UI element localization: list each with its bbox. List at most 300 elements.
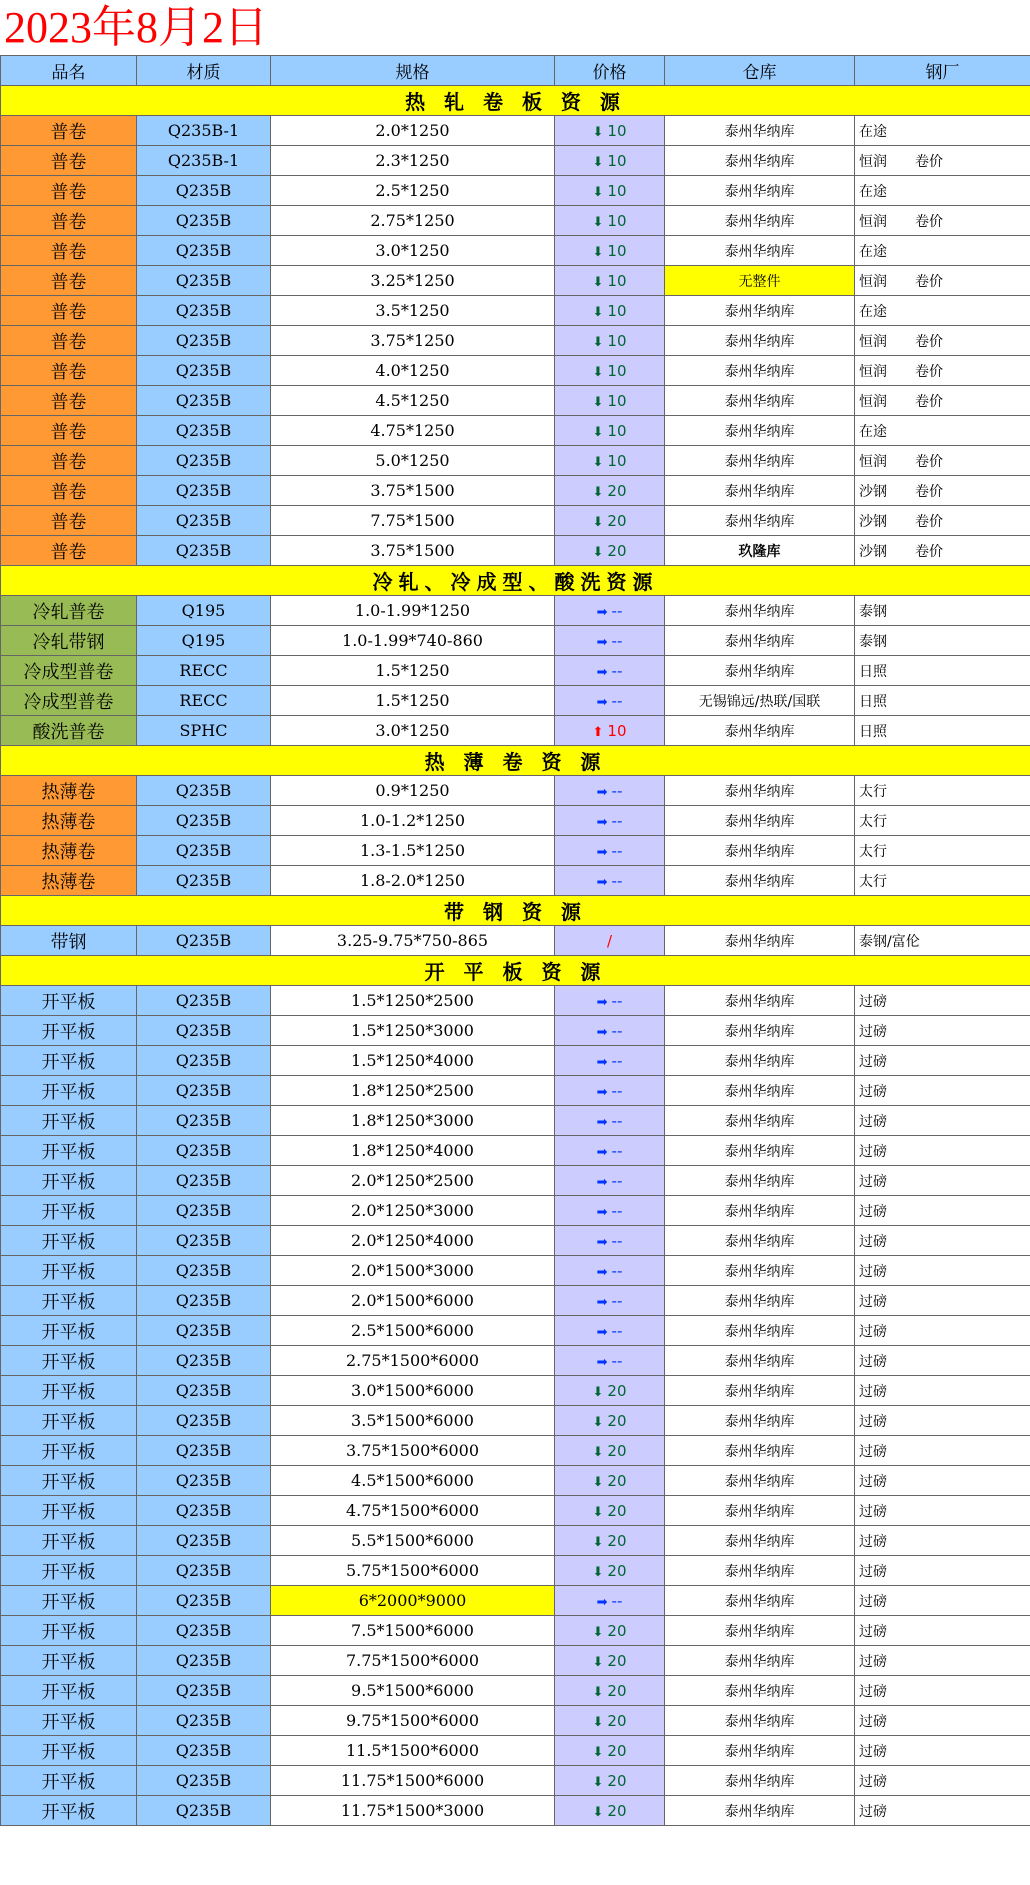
product-name-cell: 热薄卷 [1, 806, 137, 836]
spec-cell: 1.0-1.2*1250 [271, 806, 555, 836]
warehouse-cell: 泰州华纳库 [665, 656, 855, 686]
price-value: -- [611, 1141, 623, 1160]
warehouse-cell: 泰州华纳库 [665, 1586, 855, 1616]
spec-cell: 4.5*1500*6000 [271, 1466, 555, 1496]
product-name-cell: 开平板 [1, 1016, 137, 1046]
warehouse-cell: 泰州华纳库 [665, 1076, 855, 1106]
arrow-flat-icon: ➡ [596, 784, 608, 800]
mill-cell: 恒润 卷价 [855, 386, 1030, 416]
price-cell [555, 1706, 665, 1736]
price-value: 20 [607, 1471, 627, 1490]
material-cell: Q235B [137, 1766, 271, 1796]
warehouse-cell: 泰州华纳库 [665, 1616, 855, 1646]
spec-cell: 1.5*1250 [271, 656, 555, 686]
material-cell: Q235B [137, 1106, 271, 1136]
material-cell: Q235B [137, 476, 271, 506]
mill-cell: 过磅 [855, 1076, 1030, 1106]
price-cell [555, 1376, 665, 1406]
price-value: 10 [607, 151, 627, 170]
table-row [1, 1166, 1030, 1196]
mill-cell: 过磅 [855, 1586, 1030, 1616]
spec-cell: 7.75*1500*6000 [271, 1646, 555, 1676]
warehouse-cell: 泰州华纳库 [665, 986, 855, 1016]
table-row [1, 716, 1030, 746]
table-row [1, 776, 1030, 806]
price-cell [555, 1196, 665, 1226]
price-cell [555, 146, 665, 176]
product-name-cell: 开平板 [1, 1616, 137, 1646]
mill-cell: 过磅 [855, 1286, 1030, 1316]
arrow-flat-icon: ➡ [596, 874, 608, 890]
spec-cell: 2.0*1250*4000 [271, 1226, 555, 1256]
price-value: 20 [607, 1411, 627, 1430]
product-name-cell: 热薄卷 [1, 836, 137, 866]
warehouse-cell: 泰州华纳库 [665, 446, 855, 476]
mill-cell: 过磅 [855, 1016, 1030, 1046]
table-row [1, 1406, 1030, 1436]
price-cell [555, 536, 665, 566]
price-value: -- [611, 661, 623, 680]
section-header-row [1, 896, 1030, 926]
table-row [1, 296, 1030, 326]
material-cell: Q235B [137, 236, 271, 266]
material-cell: Q235B [137, 1436, 271, 1466]
warehouse-cell: 泰州华纳库 [665, 776, 855, 806]
arrow-down-icon: ⬇ [592, 1564, 604, 1580]
section-title: 热 薄 卷 资 源 [1, 746, 1030, 776]
arrow-flat-icon: ➡ [596, 694, 608, 710]
arrow-flat-icon: ➡ [596, 664, 608, 680]
warehouse-cell: 泰州华纳库 [665, 836, 855, 866]
mill-cell: 泰钢 [855, 596, 1030, 626]
warehouse-cell: 泰州华纳库 [665, 1796, 855, 1826]
spec-cell: 1.8-2.0*1250 [271, 866, 555, 896]
product-name-cell: 普卷 [1, 176, 137, 206]
product-name-cell: 开平板 [1, 1286, 137, 1316]
mill-cell: 过磅 [855, 1526, 1030, 1556]
arrow-down-icon: ⬇ [592, 454, 604, 470]
arrow-down-icon: ⬇ [592, 484, 604, 500]
arrow-down-icon: ⬇ [592, 274, 604, 290]
spec-cell: 2.0*1250*3000 [271, 1196, 555, 1226]
arrow-flat-icon: ➡ [596, 1234, 608, 1250]
price-value: -- [611, 841, 623, 860]
material-cell: Q235B [137, 1706, 271, 1736]
price-cell [555, 1106, 665, 1136]
warehouse-cell: 泰州华纳库 [665, 1166, 855, 1196]
product-name-cell: 开平板 [1, 1466, 137, 1496]
mill-cell: 过磅 [855, 1376, 1030, 1406]
warehouse-cell: 泰州华纳库 [665, 1106, 855, 1136]
material-cell: Q235B [137, 1616, 271, 1646]
table-row [1, 926, 1030, 956]
section-header-row [1, 566, 1030, 596]
product-name-cell: 普卷 [1, 266, 137, 296]
product-name-cell: 普卷 [1, 296, 137, 326]
warehouse-cell: 泰州华纳库 [665, 116, 855, 146]
table-row [1, 1436, 1030, 1466]
table-row [1, 1676, 1030, 1706]
mill-cell: 恒润 卷价 [855, 326, 1030, 356]
warehouse-cell: 泰州华纳库 [665, 176, 855, 206]
product-name-cell: 开平板 [1, 1226, 137, 1256]
product-name-cell: 开平板 [1, 1646, 137, 1676]
arrow-down-icon: ⬇ [592, 394, 604, 410]
section-title: 开 平 板 资 源 [1, 956, 1030, 986]
spec-cell: 1.5*1250 [271, 686, 555, 716]
warehouse-cell: 玖隆库 [665, 536, 855, 566]
price-cell [555, 836, 665, 866]
arrow-down-icon: ⬇ [592, 244, 604, 260]
arrow-flat-icon: ➡ [596, 814, 608, 830]
material-cell: Q235B [137, 1526, 271, 1556]
price-cell [555, 1136, 665, 1166]
material-cell: Q235B-1 [137, 146, 271, 176]
price-cell [555, 1496, 665, 1526]
material-cell: Q235B [137, 1166, 271, 1196]
product-name-cell: 开平板 [1, 1736, 137, 1766]
price-cell [555, 1586, 665, 1616]
price-cell [555, 1226, 665, 1256]
spec-cell: 2.5*1500*6000 [271, 1316, 555, 1346]
material-cell: Q235B-1 [137, 116, 271, 146]
warehouse-cell: 泰州华纳库 [665, 1766, 855, 1796]
price-value: 10 [607, 391, 627, 410]
spec-cell: 4.0*1250 [271, 356, 555, 386]
spec-cell: 5.75*1500*6000 [271, 1556, 555, 1586]
table-row [1, 536, 1030, 566]
mill-cell: 恒润 卷价 [855, 446, 1030, 476]
arrow-flat-icon: ➡ [596, 1294, 608, 1310]
material-cell: SPHC [137, 716, 271, 746]
price-cell [555, 416, 665, 446]
table-row [1, 446, 1030, 476]
mill-cell: 日照 [855, 686, 1030, 716]
price-cell [555, 1256, 665, 1286]
spec-cell: 3.0*1250 [271, 716, 555, 746]
product-name-cell: 普卷 [1, 536, 137, 566]
warehouse-cell: 泰州华纳库 [665, 1226, 855, 1256]
product-name-cell: 开平板 [1, 1316, 137, 1346]
material-cell: Q235B [137, 1586, 271, 1616]
mill-cell: 在途 [855, 296, 1030, 326]
price-value: -- [611, 601, 623, 620]
material-cell: Q235B [137, 1646, 271, 1676]
warehouse-cell: 泰州华纳库 [665, 1496, 855, 1526]
mill-cell: 过磅 [855, 1466, 1030, 1496]
price-cell [555, 1346, 665, 1376]
warehouse-cell: 泰州华纳库 [665, 236, 855, 266]
price-value: 20 [607, 541, 627, 560]
mill-cell: 过磅 [855, 1046, 1030, 1076]
price-cell [555, 626, 665, 656]
price-cell [555, 1676, 665, 1706]
product-name-cell: 开平板 [1, 1586, 137, 1616]
price-cell [555, 296, 665, 326]
spec-cell: 1.5*1250*4000 [271, 1046, 555, 1076]
material-cell: Q235B [137, 836, 271, 866]
material-cell: Q235B [137, 326, 271, 356]
product-name-cell: 热薄卷 [1, 866, 137, 896]
arrow-down-icon: ⬇ [592, 304, 604, 320]
mill-cell: 在途 [855, 116, 1030, 146]
product-name-cell: 开平板 [1, 1076, 137, 1106]
spec-cell: 2.3*1250 [271, 146, 555, 176]
arrow-down-icon: ⬇ [592, 1474, 604, 1490]
price-value: -- [611, 991, 623, 1010]
arrow-flat-icon: ➡ [596, 1084, 608, 1100]
price-value: 10 [607, 181, 627, 200]
material-cell: Q235B [137, 176, 271, 206]
spec-cell: 1.3-1.5*1250 [271, 836, 555, 866]
arrow-down-icon: ⬇ [592, 1534, 604, 1550]
price-value: 10 [607, 331, 627, 350]
product-name-cell: 带钢 [1, 926, 137, 956]
price-cell [555, 1736, 665, 1766]
warehouse-cell: 无整件 [665, 266, 855, 296]
table-row [1, 236, 1030, 266]
header-mill: 钢厂 [855, 56, 1030, 86]
table-row [1, 1106, 1030, 1136]
price-value: -- [611, 691, 623, 710]
header-price: 价格 [555, 56, 665, 86]
price-value: -- [611, 871, 623, 890]
header-material: 材质 [137, 56, 271, 86]
price-cell [555, 926, 665, 956]
price-value: / [606, 931, 613, 950]
product-name-cell: 普卷 [1, 146, 137, 176]
warehouse-cell: 泰州华纳库 [665, 1376, 855, 1406]
arrow-flat-icon: ➡ [596, 604, 608, 620]
price-value: 20 [607, 1651, 627, 1670]
material-cell: Q235B [137, 206, 271, 236]
spec-cell: 6*2000*9000 [271, 1586, 555, 1616]
warehouse-cell: 泰州华纳库 [665, 1196, 855, 1226]
material-cell: Q235B [137, 1676, 271, 1706]
table-row [1, 1496, 1030, 1526]
price-value: -- [611, 1081, 623, 1100]
spec-cell: 4.5*1250 [271, 386, 555, 416]
mill-cell: 过磅 [855, 1256, 1030, 1286]
product-name-cell: 普卷 [1, 236, 137, 266]
material-cell: Q235B [137, 266, 271, 296]
warehouse-cell: 泰州华纳库 [665, 1136, 855, 1166]
material-cell: Q235B [137, 986, 271, 1016]
price-cell [555, 986, 665, 1016]
mill-cell: 恒润 卷价 [855, 266, 1030, 296]
warehouse-cell: 泰州华纳库 [665, 1046, 855, 1076]
price-cell [555, 1436, 665, 1466]
spec-cell: 2.0*1500*3000 [271, 1256, 555, 1286]
product-name-cell: 开平板 [1, 1526, 137, 1556]
mill-cell: 过磅 [855, 986, 1030, 1016]
price-cell [555, 356, 665, 386]
material-cell: Q235B [137, 1376, 271, 1406]
spec-cell: 4.75*1500*6000 [271, 1496, 555, 1526]
table-row [1, 1556, 1030, 1586]
table-row [1, 986, 1030, 1016]
product-name-cell: 开平板 [1, 1046, 137, 1076]
price-cell [555, 176, 665, 206]
product-name-cell: 酸洗普卷 [1, 716, 137, 746]
spec-cell: 3.25*1250 [271, 266, 555, 296]
price-cell [555, 596, 665, 626]
product-name-cell: 开平板 [1, 1256, 137, 1286]
spec-cell: 2.0*1500*6000 [271, 1286, 555, 1316]
table-row [1, 686, 1030, 716]
price-value: -- [611, 1021, 623, 1040]
arrow-flat-icon: ➡ [596, 1144, 608, 1160]
material-cell: Q235B [137, 1496, 271, 1526]
warehouse-cell: 泰州华纳库 [665, 1676, 855, 1706]
arrow-flat-icon: ➡ [596, 1594, 608, 1610]
table-row [1, 1196, 1030, 1226]
arrow-down-icon: ⬇ [592, 1654, 604, 1670]
arrow-flat-icon: ➡ [596, 1354, 608, 1370]
mill-cell: 日照 [855, 656, 1030, 686]
spec-cell: 1.8*1250*2500 [271, 1076, 555, 1106]
price-value: -- [611, 1591, 623, 1610]
price-value: 10 [607, 241, 627, 260]
price-cell [555, 326, 665, 356]
table-row [1, 1286, 1030, 1316]
arrow-flat-icon: ➡ [596, 1174, 608, 1190]
table-row [1, 626, 1030, 656]
table-row [1, 836, 1030, 866]
section-header-row [1, 86, 1030, 116]
product-name-cell: 开平板 [1, 1496, 137, 1526]
price-cell [555, 116, 665, 146]
price-value: -- [611, 1291, 623, 1310]
warehouse-cell: 泰州华纳库 [665, 1526, 855, 1556]
price-value: 20 [607, 481, 627, 500]
material-cell: Q195 [137, 596, 271, 626]
warehouse-cell: 泰州华纳库 [665, 476, 855, 506]
material-cell: Q235B [137, 416, 271, 446]
price-value: 20 [607, 1741, 627, 1760]
mill-cell: 过磅 [855, 1436, 1030, 1466]
arrow-flat-icon: ➡ [596, 1324, 608, 1340]
price-cell [555, 1166, 665, 1196]
price-cell [555, 1316, 665, 1346]
product-name-cell: 冷轧普卷 [1, 596, 137, 626]
mill-cell: 过磅 [855, 1736, 1030, 1766]
price-table [0, 55, 1030, 1826]
spec-cell: 3.75*1250 [271, 326, 555, 356]
spec-cell: 2.0*1250*2500 [271, 1166, 555, 1196]
warehouse-cell: 泰州华纳库 [665, 716, 855, 746]
mill-cell: 过磅 [855, 1136, 1030, 1166]
price-value: 10 [607, 421, 627, 440]
spec-cell: 9.5*1500*6000 [271, 1676, 555, 1706]
price-cell [555, 1406, 665, 1436]
arrow-down-icon: ⬇ [592, 364, 604, 380]
table-row [1, 326, 1030, 356]
spec-cell: 11.5*1500*6000 [271, 1736, 555, 1766]
arrow-flat-icon: ➡ [596, 1054, 608, 1070]
material-cell: Q235B [137, 1406, 271, 1436]
mill-cell: 过磅 [855, 1496, 1030, 1526]
warehouse-cell: 泰州华纳库 [665, 866, 855, 896]
warehouse-cell: 泰州华纳库 [665, 416, 855, 446]
arrow-down-icon: ⬇ [592, 154, 604, 170]
price-value: 10 [607, 301, 627, 320]
product-name-cell: 开平板 [1, 1436, 137, 1466]
table-row [1, 1616, 1030, 1646]
spec-cell: 3.75*1500 [271, 536, 555, 566]
table-row [1, 1736, 1030, 1766]
arrow-down-icon: ⬇ [592, 1624, 604, 1640]
mill-cell: 过磅 [855, 1616, 1030, 1646]
price-cell [555, 476, 665, 506]
product-name-cell: 普卷 [1, 416, 137, 446]
mill-cell: 沙钢 卷价 [855, 506, 1030, 536]
price-value: 10 [607, 121, 627, 140]
mill-cell: 过磅 [855, 1166, 1030, 1196]
arrow-flat-icon: ➡ [596, 1264, 608, 1280]
mill-cell: 恒润 卷价 [855, 206, 1030, 236]
material-cell: Q235B [137, 776, 271, 806]
price-cell [555, 866, 665, 896]
price-value: 20 [607, 1621, 627, 1640]
price-cell [555, 206, 665, 236]
section-title: 热 轧 卷 板 资 源 [1, 86, 1030, 116]
spec-cell: 0.9*1250 [271, 776, 555, 806]
product-name-cell: 开平板 [1, 1166, 137, 1196]
arrow-flat-icon: ➡ [596, 844, 608, 860]
product-name-cell: 开平板 [1, 986, 137, 1016]
spec-cell: 9.75*1500*6000 [271, 1706, 555, 1736]
table-row [1, 506, 1030, 536]
arrow-flat-icon: ➡ [596, 994, 608, 1010]
price-cell [555, 236, 665, 266]
price-cell [555, 446, 665, 476]
table-row [1, 596, 1030, 626]
table-row [1, 656, 1030, 686]
material-cell: Q235B [137, 1736, 271, 1766]
mill-cell: 太行 [855, 836, 1030, 866]
arrow-down-icon: ⬇ [592, 1714, 604, 1730]
warehouse-cell: 无锡锦远/热联/国联 [665, 686, 855, 716]
mill-cell: 沙钢 卷价 [855, 476, 1030, 506]
spec-cell: 5.0*1250 [271, 446, 555, 476]
table-row [1, 1016, 1030, 1046]
material-cell: Q235B [137, 1316, 271, 1346]
table-row [1, 1646, 1030, 1676]
product-name-cell: 开平板 [1, 1346, 137, 1376]
spec-cell: 5.5*1500*6000 [271, 1526, 555, 1556]
price-value: 20 [607, 1441, 627, 1460]
table-row [1, 1046, 1030, 1076]
mill-cell: 恒润 卷价 [855, 146, 1030, 176]
mill-cell: 过磅 [855, 1796, 1030, 1826]
price-value: -- [611, 1261, 623, 1280]
product-name-cell: 普卷 [1, 446, 137, 476]
price-cell [555, 716, 665, 746]
product-name-cell: 普卷 [1, 506, 137, 536]
page-title: 2023年8月2日 [4, 3, 268, 52]
material-cell: Q235B [137, 446, 271, 476]
spec-cell: 1.5*1250*2500 [271, 986, 555, 1016]
price-value: -- [611, 811, 623, 830]
product-name-cell: 开平板 [1, 1106, 137, 1136]
price-cell [555, 776, 665, 806]
price-value: 20 [607, 1771, 627, 1790]
material-cell: RECC [137, 686, 271, 716]
table-row [1, 356, 1030, 386]
arrow-down-icon: ⬇ [592, 1414, 604, 1430]
arrow-flat-icon: ➡ [596, 1204, 608, 1220]
